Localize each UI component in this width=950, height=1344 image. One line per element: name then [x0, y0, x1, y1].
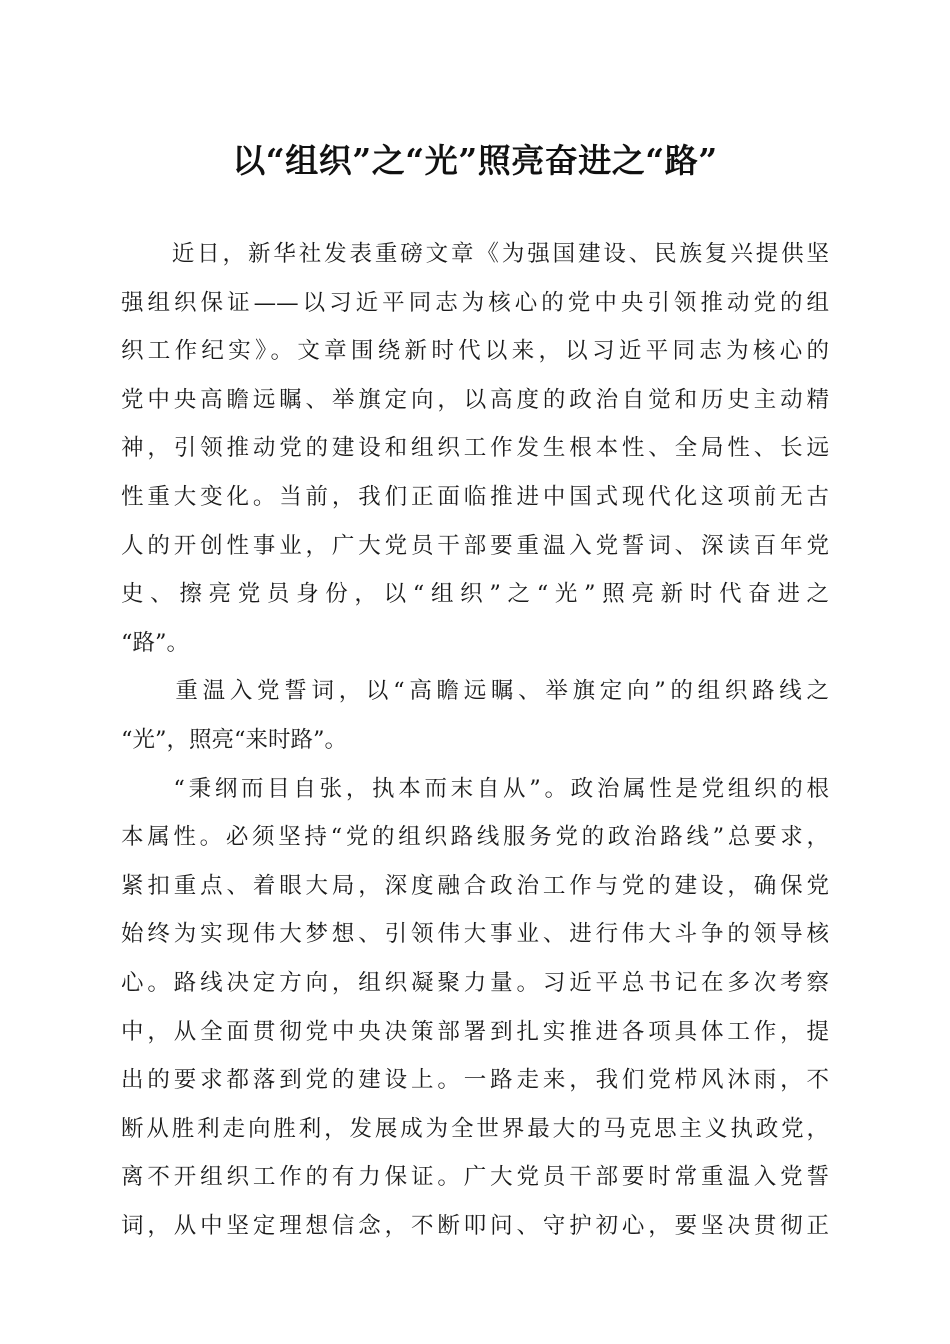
text-line: 党中央高瞻远瞩、举旗定向，以高度的政治自觉和历史主动精 [121, 386, 829, 413]
text-line: 织工作纪实》。文章围绕新时代以来，以习近平同志为核心的 [121, 338, 829, 365]
text-line: 始终为实现伟大梦想、引领伟大事业、进行伟大斗争的领导核 [121, 921, 829, 948]
text-line: 强组织保证——以习近平同志为核心的党中央引领推动党的组 [121, 289, 829, 316]
document-title: 以“组织”之“光”照亮奋进之“路” [232, 141, 718, 180]
text-line: 紧扣重点、着眼大局，深度融合政治工作与党的建设，确保党 [121, 872, 829, 899]
text-line: 出的要求都落到党的建设上。一路走来，我们党栉风沐雨，不 [121, 1067, 829, 1094]
paragraph-2 [121, 667, 829, 764]
text-line: 神，引领推动党的建设和组织工作发生根本性、全局性、长远 [121, 435, 829, 462]
text-line: 心。路线决定方向，组织凝聚力量。习近平总书记在多次考察 [121, 969, 829, 996]
text-line: 重温入党誓词，以“高瞻远瞩、举旗定向”的组织路线之 [121, 678, 829, 705]
text-line: 中，从全面贯彻党中央决策部署到扎实推进各项具体工作，提 [121, 1018, 829, 1045]
text-line: 人的开创性事业，广大党员干部要重温入党誓词、深读百年党 [121, 532, 829, 559]
document-body [121, 230, 829, 1250]
text-line: 性重大变化。当前，我们正面临推进中国式现代化这项前无古 [121, 483, 829, 510]
text-line: 史、擦亮党员身份，以“组织”之“光”照亮新时代奋进之 [121, 581, 829, 608]
text-line: 近日，新华社发表重磅文章《为强国建设、民族复兴提供坚 [121, 241, 829, 267]
text-line: 离不开组织工作的有力保证。广大党员干部要时常重温入党誓 [121, 1164, 829, 1191]
paragraph-1 [121, 230, 829, 667]
text-line: “路”。 [121, 629, 190, 656]
text-line: 本属性。必须坚持“党的组织路线服务党的政治路线”总要求， [121, 824, 829, 851]
text-line: 断从胜利走向胜利，发展成为全世界最大的马克思主义执政党， [121, 1115, 829, 1142]
paragraph-3 [121, 765, 829, 1251]
text-line: “秉纲而目自张，执本而末自从”。政治属性是党组织的根 [121, 775, 829, 802]
text-line: “光”，照亮“来时路”。 [121, 726, 348, 753]
text-line: 词，从中坚定理想信念，不断叩问、守护初心，要坚决贯彻正 [121, 1212, 829, 1239]
